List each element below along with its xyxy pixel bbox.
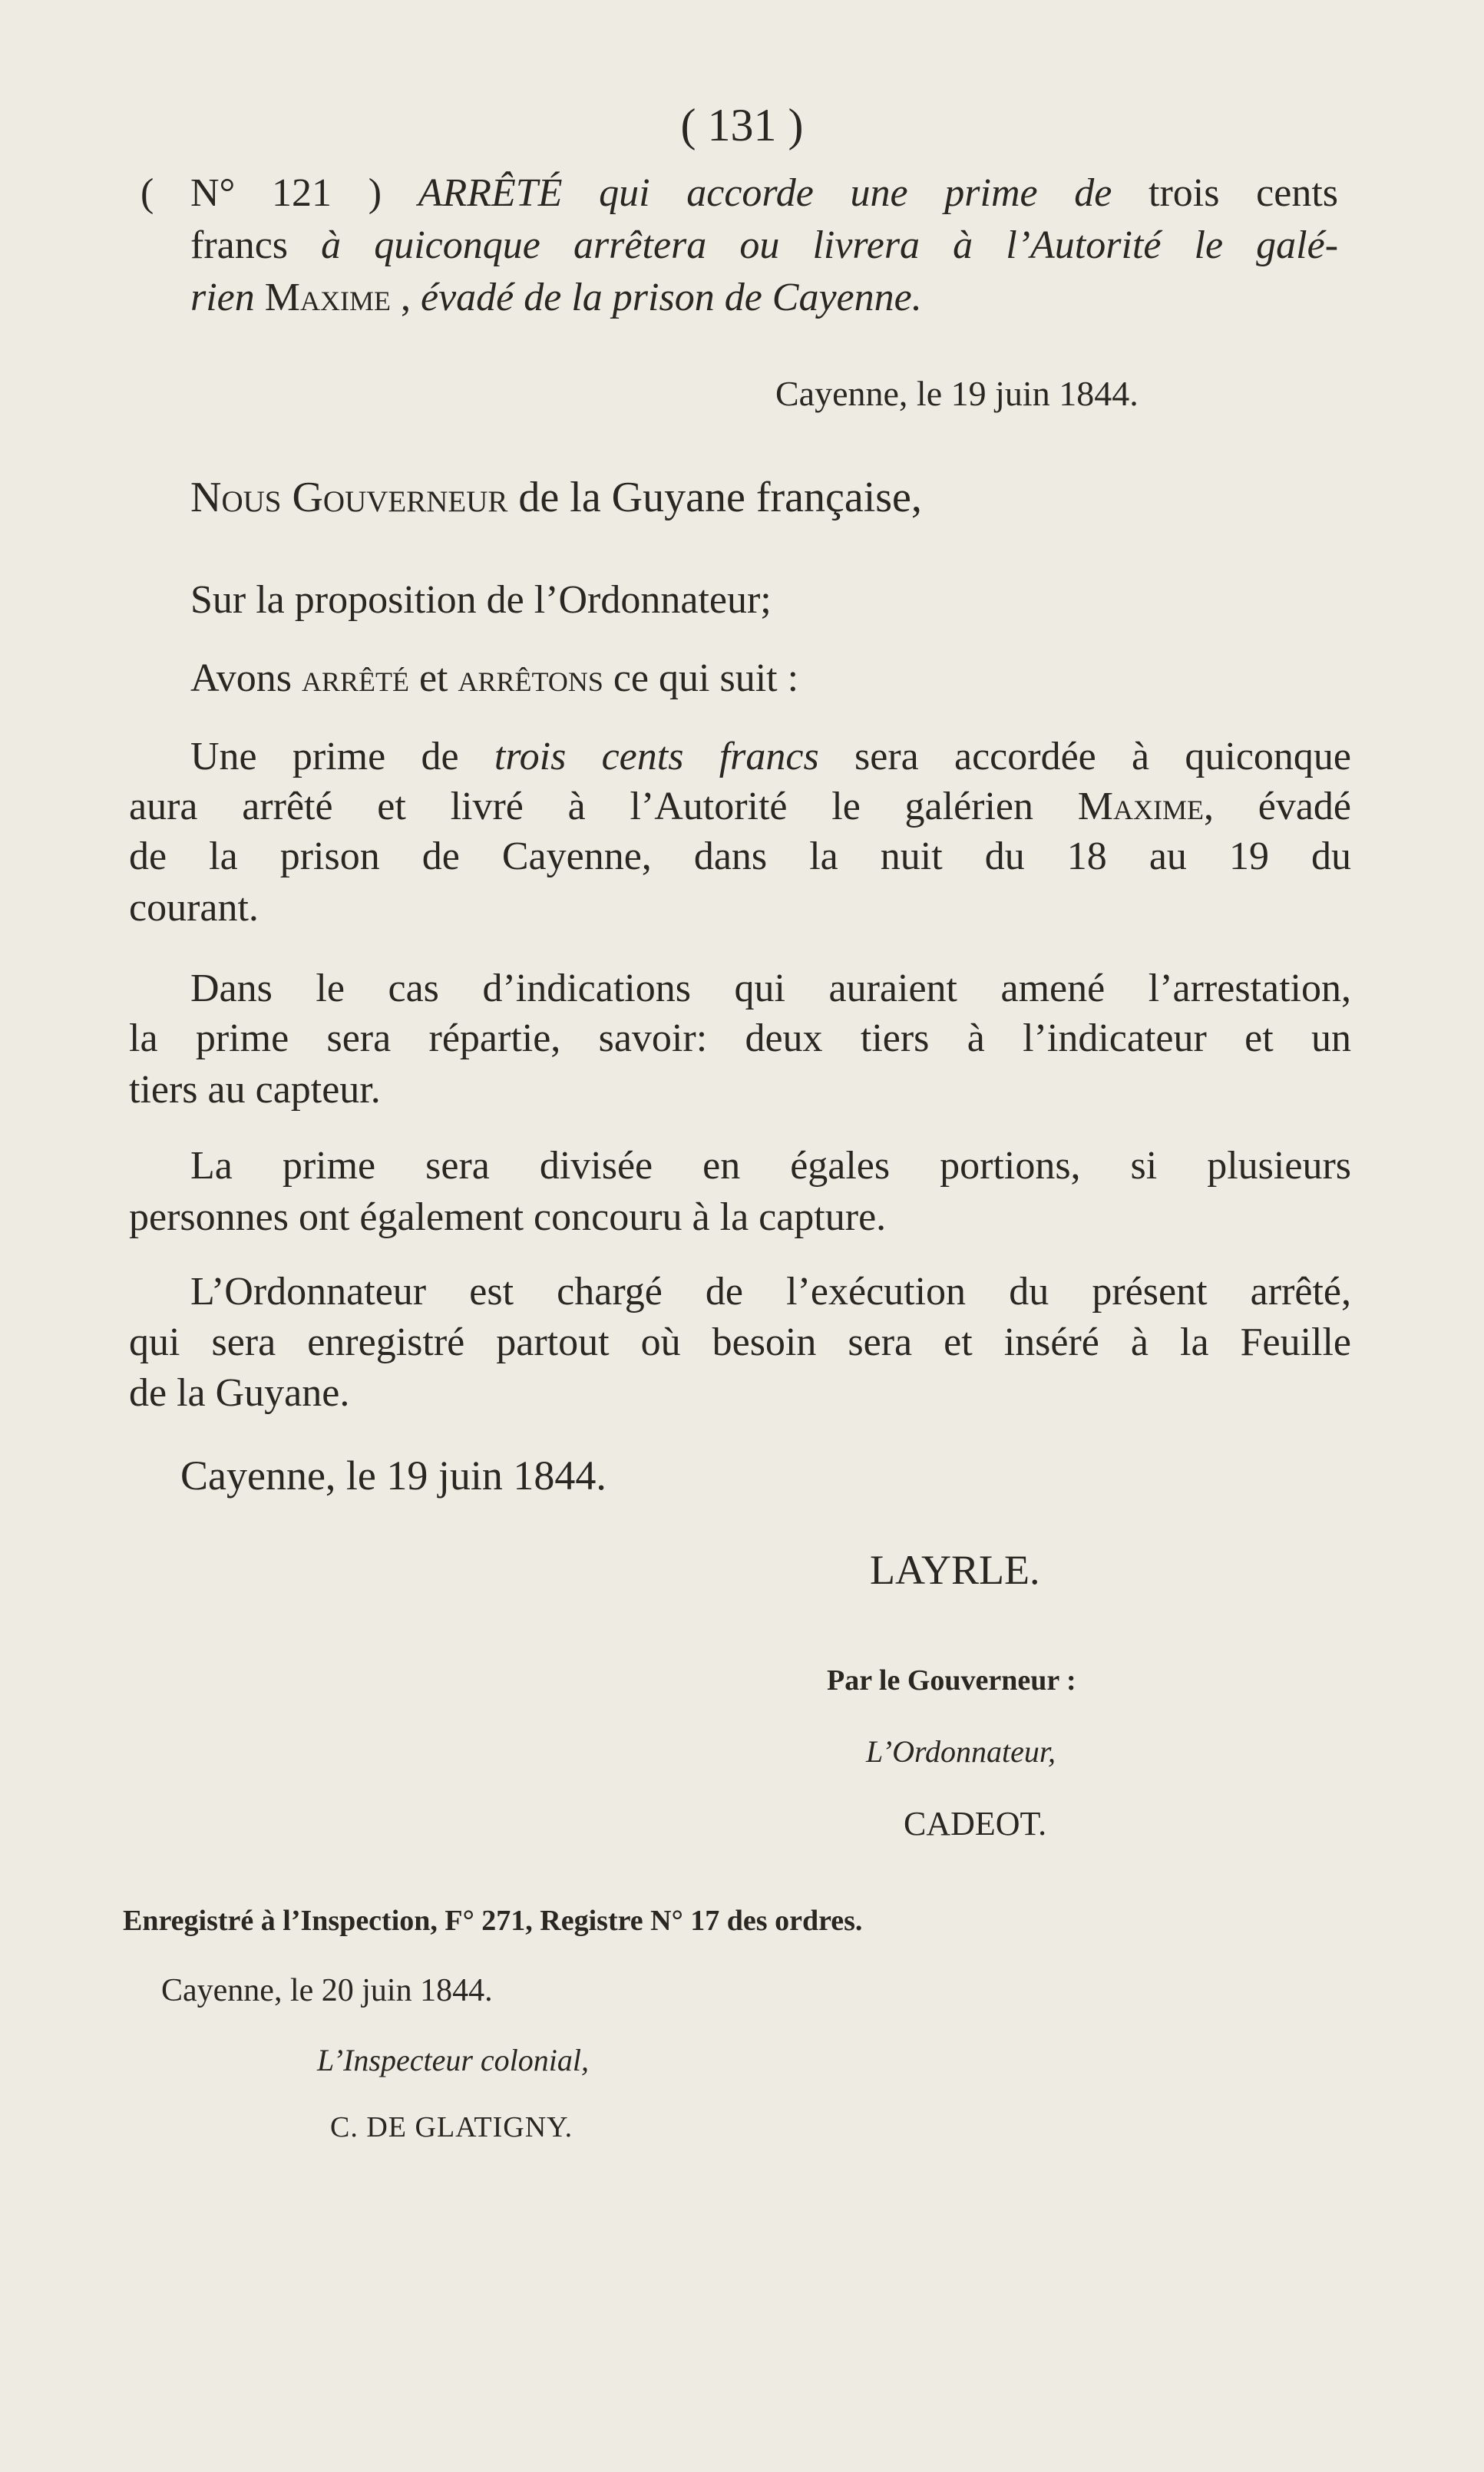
ordonnateur-signature: CADEOT. [904, 1805, 1047, 1842]
heading-comma: , [391, 276, 421, 319]
proposal-line: Sur la proposition de l’Ordonnateur; [190, 578, 772, 622]
inspector-title: L’Inspecteur colonial, [317, 2043, 590, 2077]
heading-italic-2: à quiconque arrêtera ou livrera à l’Autorité le galé- [321, 223, 1339, 267]
heading-line-1 [140, 171, 1338, 215]
decree-number: ( N° 121 ) [140, 171, 418, 215]
avons-text-arretons: arrêtons [458, 656, 603, 700]
heading-italic-4: évadé de la prison de Cayenne. [421, 276, 922, 319]
p1-l1-a: Une prime de [190, 735, 494, 778]
page-number: ( 131 ) [680, 100, 804, 150]
registration-line: Enregistré à l’Inspection, F° 271, Registre N° 17 des ordres. [123, 1905, 863, 1937]
p4-line-1: L’Ordonnateur est chargé de l’exécution du présent arrêté, [190, 1270, 1351, 1314]
avons-text-e: ce qui suit : [603, 656, 799, 700]
avons-text-a: Avons [190, 656, 302, 700]
p4-line-3: de la Guyane. [129, 1371, 350, 1415]
p1-line-2 [129, 787, 1351, 827]
by-governor-label: Par le Gouverneur : [827, 1664, 1076, 1697]
p3-line-1: La prime sera divisée en égales portions, si plusieurs [190, 1144, 1351, 1188]
p1-line-4: courant. [129, 886, 259, 930]
registration-date: Cayenne, le 20 juin 1844. [161, 1973, 493, 2008]
governor-line [190, 476, 922, 519]
avons-text-c: et [408, 656, 458, 700]
heading-convict-name: Maxime [254, 276, 391, 319]
avons-line [190, 656, 799, 700]
heading-line-2 [190, 223, 1339, 267]
governor-territory: de la Guyane française, [507, 474, 922, 521]
p3-line-2: personnes ont également concouru à la capture. [129, 1195, 887, 1239]
p1-l2-name: Maxime [1077, 785, 1204, 828]
p2-line-1: Dans le cas d’indications qui auraient amené l’arrestation, [190, 967, 1351, 1010]
p4-line-2: qui sera enregistré partout où besoin sera et inséré à la Feuille [129, 1320, 1351, 1364]
heading-line-3 [190, 278, 922, 318]
p1-line-1 [190, 737, 1351, 777]
ordonnateur-title: L’Ordonnateur, [866, 1734, 1056, 1769]
heading-amount-2: francs [190, 223, 322, 267]
p2-line-3: tiers au capteur. [129, 1068, 381, 1112]
avons-text-arrete: arrêté [301, 656, 409, 700]
p1-line-3: de la prison de Cayenne, dans la nuit du 18 au 19 du [129, 834, 1351, 878]
p1-l2-a: aura arrêté et livré à l’Autorité le galérien [129, 785, 1078, 828]
decree-date: Cayenne, le 19 juin 1844. [775, 374, 1139, 413]
decree-closing-date: Cayenne, le 19 juin 1844. [180, 1452, 606, 1499]
governor-title: Nous Gouverneur [190, 474, 508, 521]
inspector-signature: C. DE GLATIGNY. [330, 2111, 573, 2143]
heading-amount-1: trois cents [1112, 171, 1338, 215]
governor-signature: LAYRLE. [870, 1547, 1040, 1593]
p2-line-2: la prime sera répartie, savoir: deux tiers à l’indicateur et un [129, 1016, 1351, 1060]
heading-italic-3: rien [190, 276, 255, 319]
p1-l2-c: , évadé [1204, 785, 1351, 828]
p1-l1-c: sera accordée à quiconque [818, 735, 1351, 778]
p1-l1-amount: trois cents francs [494, 735, 819, 778]
heading-italic-1: ARRÊTÉ qui accorde une prime de [418, 171, 1112, 215]
